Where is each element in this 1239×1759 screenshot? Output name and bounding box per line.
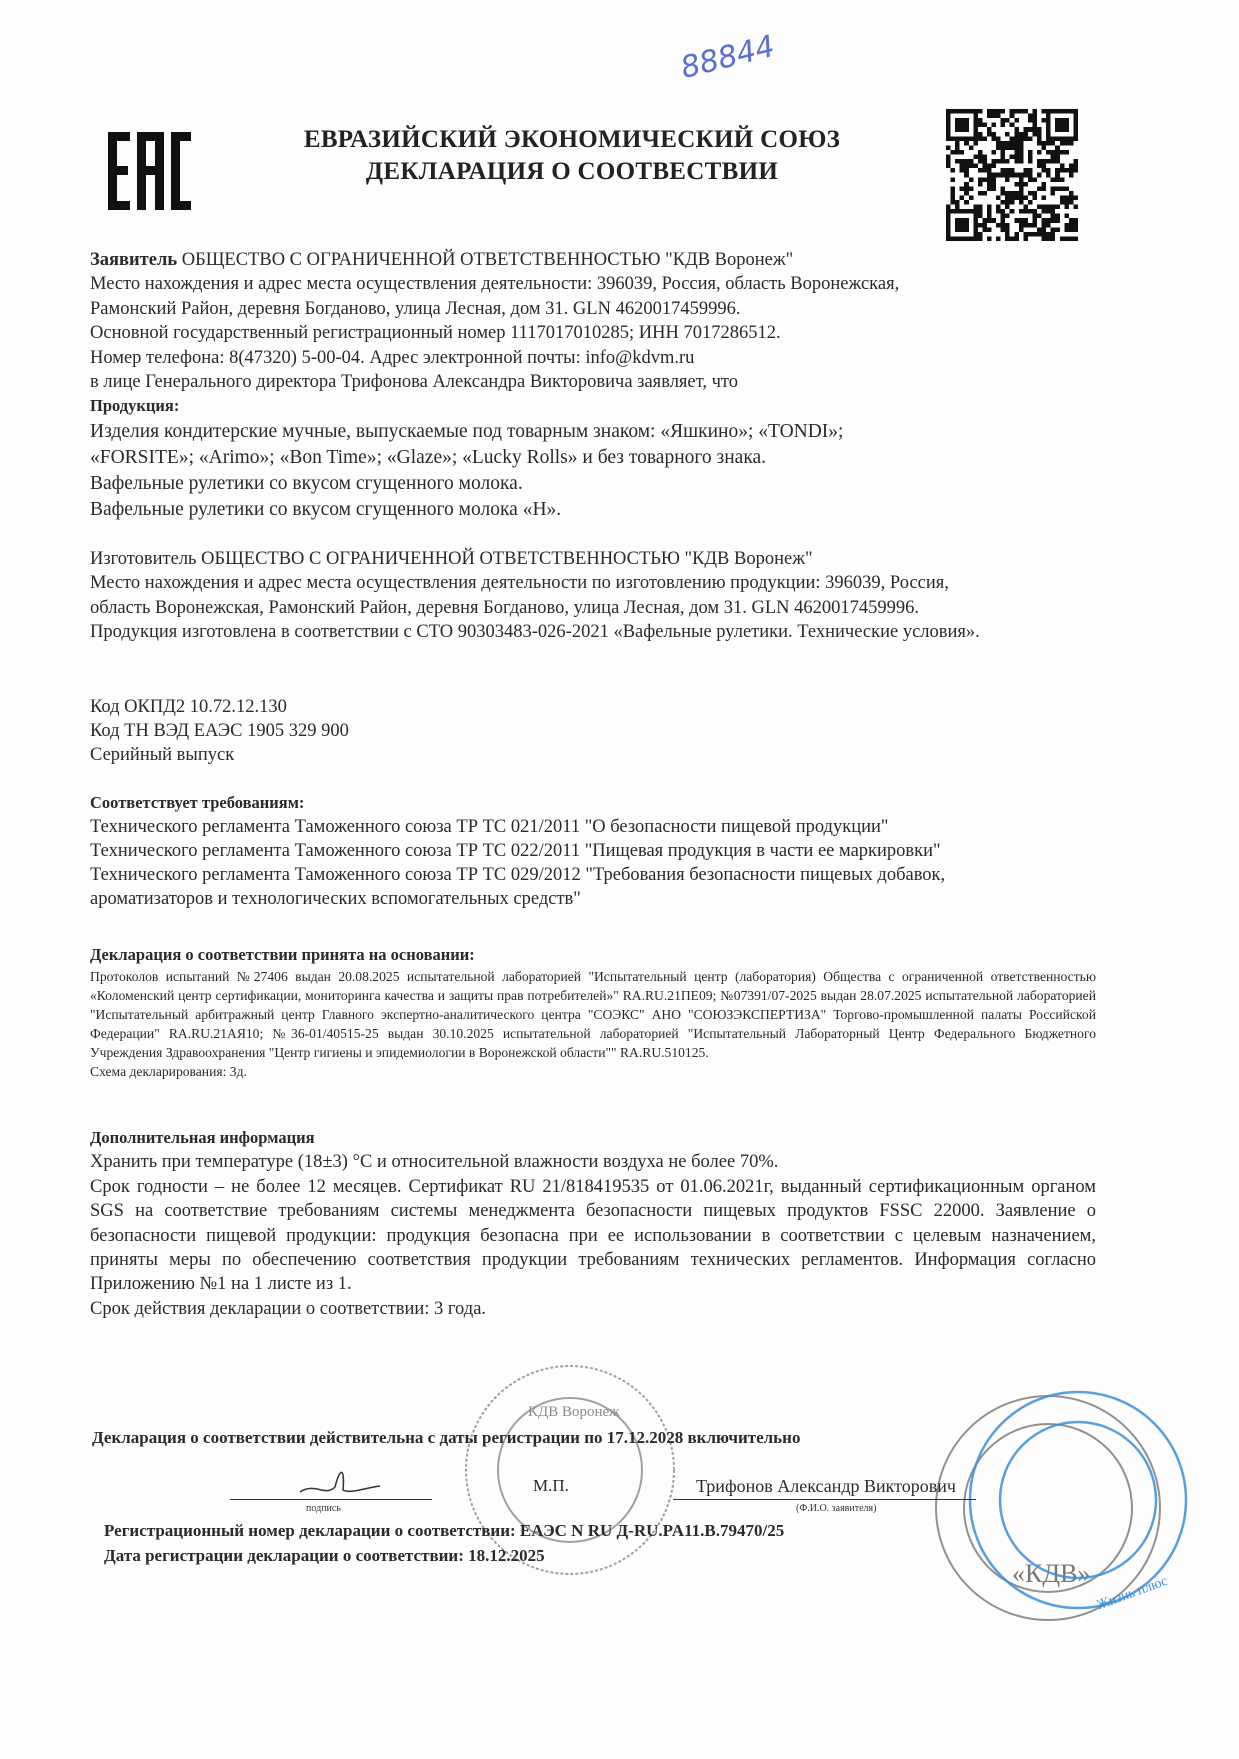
registration-number: Регистрационный номер декларации о соответствии: ЕАЭС N RU Д-RU.PA11.B.79470/25 <box>104 1521 785 1540</box>
registration-date: Дата регистрации декларации о соответствии: 18.12.2025 <box>104 1546 545 1565</box>
signer-name: Трифонов Александр Викторович <box>696 1476 956 1496</box>
eac-logo-icon <box>106 128 192 214</box>
manufacturer-section <box>90 547 1096 645</box>
product-line: «FORSITE»; «Arimo»; «Bon Time»; «Glaze»; «Lucky Rolls» и без товарного знака. <box>90 446 767 468</box>
blue-seal-text: Жизнь плюс <box>1094 1573 1170 1614</box>
applicant-name: ОБЩЕСТВО С ОГРАНИЧЕННОЙ ОТВЕТСТВЕННОСТЬЮ "КДВ Воронеж" <box>177 250 794 270</box>
product-line: Изделия кондитерские мучные, выпускаемые под товарным знаком: «Яшкино»; «TONDI»; <box>90 420 844 442</box>
product-line: Вафельные рулетики со вкусом сгущенного молока «Н». <box>90 498 562 520</box>
product-line: Вафельные рулетики со вкусом сгущенного молока. <box>90 472 523 494</box>
applicant-section <box>90 248 1096 523</box>
declaration-scheme: Схема декларирования: 3д. <box>90 1064 247 1080</box>
applicant-line: Номер телефона: 8(47320) 5-00-04. Адрес электронной почты: info@kdvm.ru <box>90 347 695 368</box>
manufacturer-line: область Воронежская, Рамонский Район, деревня Богданово, улица Лесная, дом 31. GLN 4620017459996. <box>90 597 919 618</box>
applicant-line: в лице Генерального директора Трифонова Александра Викторовича заявляет, что <box>90 372 738 393</box>
product-label: Продукция: <box>90 396 180 416</box>
codes-section <box>90 695 1096 767</box>
signature-line <box>230 1499 432 1500</box>
okpd2-code: Код ОКПД2 10.72.12.130 <box>90 697 287 717</box>
manufacturer-line: Продукция изготовлена в соответствии с СТО 90303483-026-2021 «Вафельные рулетики. Технические условия». <box>90 622 980 643</box>
company-seal <box>466 1366 674 1574</box>
manufacturer-line: Место нахождения и адрес места осуществления деятельности по изготовлению продукции: 396039, Россия, <box>90 573 949 594</box>
qr-code <box>946 109 1078 241</box>
release-type: Серийный выпуск <box>90 745 235 765</box>
signature-caption: подпись <box>306 1503 341 1514</box>
seal-mark: М.П. <box>533 1476 569 1495</box>
eac-logo <box>106 128 192 214</box>
storage-conditions: Хранить при температуре (18±3) °С и относительной влажности воздуха не более 70%. <box>90 1152 779 1173</box>
requirements-section <box>90 791 1096 911</box>
validity-period: Декларация о соответствии действительна с даты регистрации по 17.12.2028 включительно <box>92 1428 801 1447</box>
applicant-label: Заявитель <box>90 250 178 270</box>
company-seal-text: КДВ Воронеж <box>528 1404 620 1420</box>
basis-section <box>90 943 1096 1081</box>
requirement-line: Технического регламента Таможенного союза ТР ТС 022/2011 "Пищевая продукция в части ее маркировки" <box>90 841 941 861</box>
handwritten-note: 88844 <box>677 28 779 87</box>
blue-seal <box>970 1392 1186 1608</box>
signer-line <box>673 1499 976 1500</box>
additional-section <box>90 1126 1096 1321</box>
additional-text: Срок годности – не более 12 месяцев. Сертификат RU 21/818419535 от 01.06.2021г, выданный сертификационным органом SGS на соответствие требованиям системы менеджмента безопасности пищевых продуктов FSSC 22000. Заявление о безопасности пищевой продукции: продукция безопасна при ее использовании в соответствии с целевым назначением, приняты меры по обеспечению соответствия продукции требованиям технических регламентов. Информация согласно Приложению №1 на 1 листе из 1. <box>90 1176 1096 1295</box>
tnved-code: Код ТН ВЭД ЕАЭС 1905 329 900 <box>90 721 349 741</box>
validity-term: Срок действия декларации о соответствии: 3 года. <box>90 1298 487 1319</box>
applicant-line: Рамонский Район, деревня Богданово, улица Лесная, дом 31. GLN 4620017459996. <box>90 298 741 319</box>
title-declaration: ДЕКЛАРАЦИЯ О СООТВЕСТВИИ <box>365 158 779 185</box>
applicant-line: Основной государственный регистрационный номер 1117017010285; ИНН 7017286512. <box>90 323 781 344</box>
signature <box>295 1462 385 1502</box>
requirement-line: Технического регламента Таможенного союза ТР ТС 029/2012 "Требования безопасности пищевых добавок, <box>90 865 946 885</box>
cert-seal-text: «КДВ» <box>1012 1559 1091 1588</box>
cert-seal <box>936 1396 1160 1620</box>
requirement-line: ароматизаторов и технологических вспомогательных средств" <box>90 889 581 909</box>
signer-caption: (Ф.И.О. заявителя) <box>796 1503 877 1514</box>
basis-heading: Декларация о соответствии принята на основании: <box>90 945 475 964</box>
title-union: ЕВРАЗИЙСКИЙ ЭКОНОМИЧЕСКИЙ СОЮЗ <box>303 126 841 153</box>
requirement-line: Технического регламента Таможенного союза ТР ТС 021/2011 "О безопасности пищевой продукции" <box>90 817 889 837</box>
applicant-line: Место нахождения и адрес места осуществления деятельности: 396039, Россия, область Воронежская, <box>90 274 900 295</box>
additional-heading: Дополнительная информация <box>90 1128 315 1147</box>
manufacturer-label: Изготовитель <box>90 549 197 569</box>
stamps <box>0 1330 1239 1630</box>
manufacturer-name: ОБЩЕСТВО С ОГРАНИЧЕННОЙ ОТВЕТСТВЕННОСТЬЮ "КДВ Воронеж" <box>196 549 813 569</box>
basis-text: Протоколов испытаний №27406 выдан 20.08.2025 испытательной лабораторией "Испытательный центр (лаборатория) Общества с ограниченной ответственностью «Коломенский центр сертификации, мониторинга качества и защиты прав потребителей»" RA.RU.21ПЕ09; №07391/07-2025 выдан 28.07.2025 испытательной лабораторией "Испытательный арбитражный центр Главного экспертно-аналитического центра "СОЭКС" АНО "СОЮЗЭКСПЕРТИЗА" Торгово-промышленной палаты Российской Федерации" RA.RU.21АЯ10; №36-01/40515-25 выдан 30.10.2025 испытательной лабораторией "Испытательный Лабораторный Центр Федерального Бюджетного Учреждения Здравоохранения "Центр гигиены и эпидемиологии в Воронежской области"" RA.RU.510125. <box>90 969 1096 1061</box>
requirements-heading: Соответствует требованиям: <box>90 793 305 812</box>
